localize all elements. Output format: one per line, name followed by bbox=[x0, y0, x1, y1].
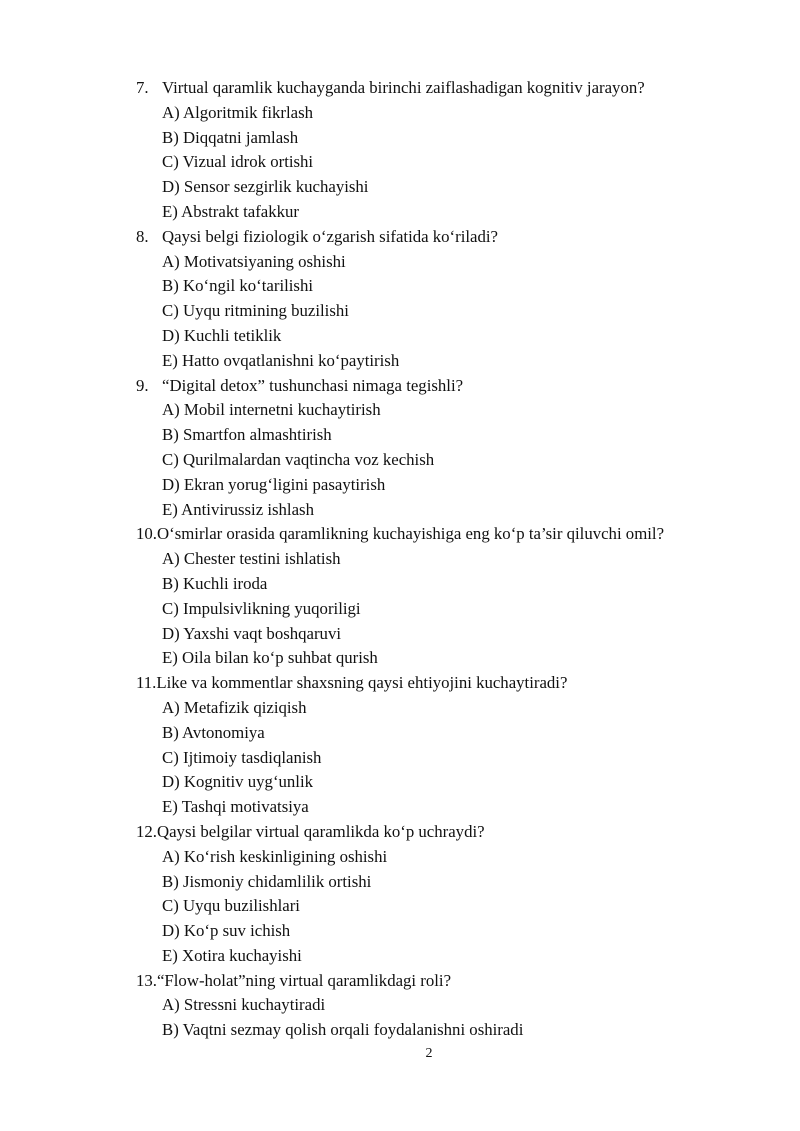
option-a: A) Stressni kuchaytiradi bbox=[162, 995, 326, 1015]
option-b: B) Smartfon almashtirish bbox=[162, 425, 332, 445]
option-e: E) Tashqi motivatsiya bbox=[162, 797, 309, 817]
question-12 bbox=[136, 820, 756, 845]
option-a: A) Algoritmik fikrlash bbox=[162, 102, 314, 122]
question-10 bbox=[136, 522, 756, 547]
option-d: D) Ko‘p suv ichish bbox=[162, 921, 291, 941]
question-number: 11. bbox=[136, 673, 157, 693]
question-text: “Digital detox” tushunchasi nimaga tegishli? bbox=[162, 375, 464, 395]
option-c: C) Ijtimoiy tasdiqlanish bbox=[162, 747, 322, 767]
option-d: D) Yaxshi vaqt boshqaruvi bbox=[162, 623, 341, 643]
question-text: Qaysi belgi fiziologik o‘zgarish sifatida ko‘riladi? bbox=[162, 226, 498, 246]
question-number: 9. bbox=[136, 375, 149, 395]
option-e: E) Oila bilan ko‘p suhbat qurish bbox=[162, 648, 378, 668]
option-e: E) Xotira kuchayishi bbox=[162, 945, 302, 965]
option-c: C) Uyqu buzilishlari bbox=[162, 896, 300, 916]
option-b: B) Jismoniy chidamlilik ortishi bbox=[162, 871, 372, 891]
question-number: 12. bbox=[136, 821, 157, 841]
option-b: B) Ko‘ngil ko‘tarilishi bbox=[162, 276, 314, 296]
option-b: B) Diqqatni jamlash bbox=[162, 127, 299, 147]
option-b: B) Vaqtni sezmay qolish orqali foydalanishni oshiradi bbox=[162, 1020, 524, 1040]
question-text: Virtual qaramlik kuchayganda birinchi zaiflashadigan kognitiv jarayon? bbox=[162, 78, 645, 97]
question-number: 7. bbox=[136, 78, 149, 97]
question-7 bbox=[136, 76, 756, 101]
question-11 bbox=[136, 671, 756, 696]
question-number: 13. bbox=[136, 970, 157, 990]
option-b: B) Avtonomiya bbox=[162, 722, 265, 742]
question-text: Like va kommentlar shaxsning qaysi ehtiyojini kuchaytiradi? bbox=[156, 673, 568, 693]
option-a: A) Metafizik qiziqish bbox=[162, 697, 307, 717]
option-e: E) Hatto ovqatlanishni ko‘paytirish bbox=[162, 350, 400, 370]
question-13 bbox=[136, 969, 756, 994]
option-a: A) Mobil internetni kuchaytirish bbox=[162, 400, 381, 420]
option-c: C) Uyqu ritmining buzilishi bbox=[162, 301, 349, 321]
option-d: D) Ekran yorug‘ligini pasaytirish bbox=[162, 474, 386, 494]
question-9 bbox=[136, 374, 756, 399]
question-list bbox=[136, 76, 756, 1043]
option-c: C) Qurilmalardan vaqtincha voz kechish bbox=[162, 449, 435, 469]
option-a: A) Chester testini ishlatish bbox=[162, 549, 341, 569]
option-c: C) Impulsivlikning yuqoriligi bbox=[162, 598, 361, 618]
question-number: 10. bbox=[136, 524, 157, 544]
option-e: E) Abstrakt tafakkur bbox=[162, 201, 300, 221]
question-8 bbox=[136, 225, 756, 250]
question-number: 8. bbox=[136, 226, 149, 246]
option-a: A) Ko‘rish keskinligining oshishi bbox=[162, 846, 388, 866]
page-number: 2 bbox=[425, 1046, 433, 1061]
option-e: E) Antivirussiz ishlash bbox=[162, 499, 314, 519]
option-d: D) Sensor sezgirlik kuchayishi bbox=[162, 177, 369, 197]
question-text: Qaysi belgilar virtual qaramlikda ko‘p uchraydi? bbox=[156, 821, 485, 841]
question-text: “Flow-holat”ning virtual qaramlikdagi roli? bbox=[156, 970, 452, 990]
option-b: B) Kuchli iroda bbox=[162, 573, 268, 593]
option-c: C) Vizual idrok ortishi bbox=[162, 152, 314, 172]
option-d: D) Kuchli tetiklik bbox=[162, 325, 282, 345]
option-a: A) Motivatsiyaning oshishi bbox=[162, 251, 346, 271]
question-text: O‘smirlar orasida qaramlikning kuchayishiga eng ko‘p ta’sir qiluvchi omil? bbox=[156, 524, 665, 544]
option-d: D) Kognitiv uyg‘unlik bbox=[162, 772, 314, 792]
